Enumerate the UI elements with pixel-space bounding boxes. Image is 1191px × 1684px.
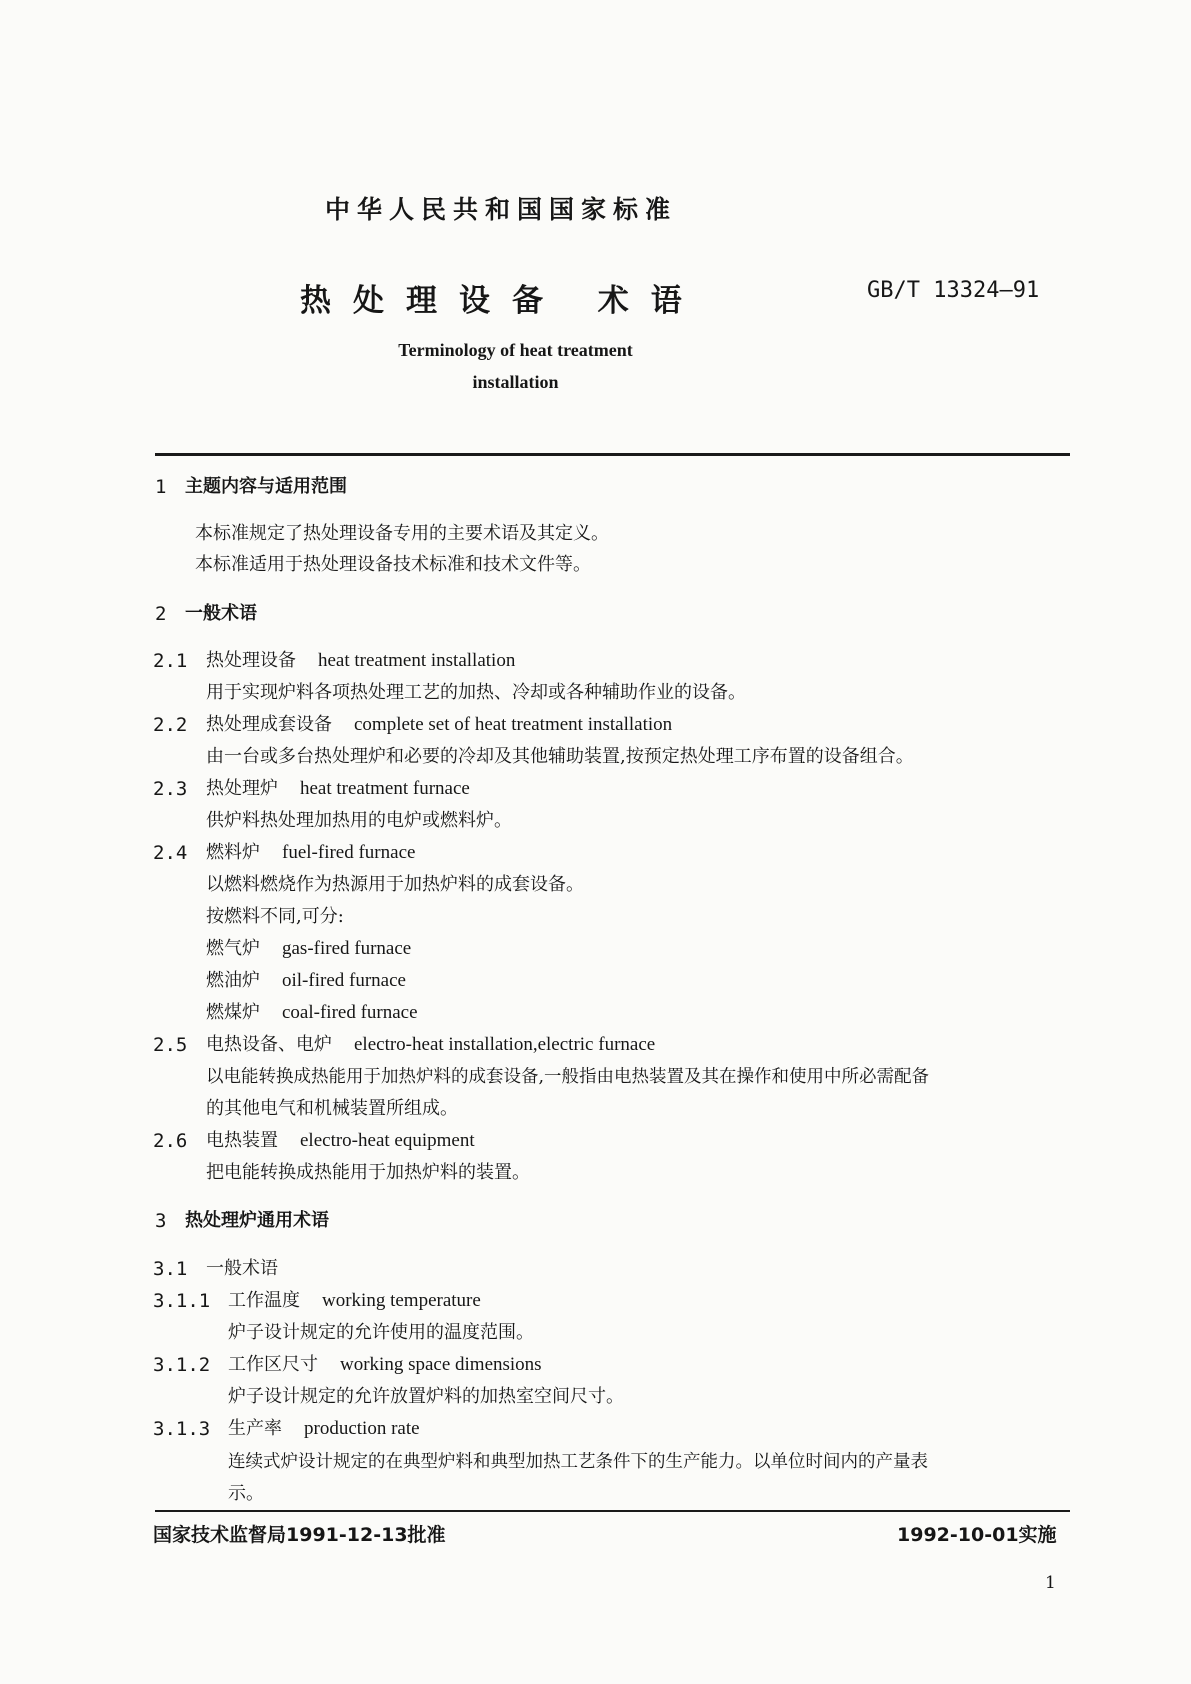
term-number: 3.1.1: [153, 1290, 211, 1312]
section-number: 2: [155, 603, 167, 625]
term-definition: 示。: [228, 1483, 264, 1504]
term-cn: 燃料炉: [206, 842, 260, 863]
term-entry: [206, 1034, 655, 1056]
effective-date: 1992-10-01实施: [897, 1524, 1057, 1546]
term-entry: [206, 650, 515, 672]
term-cn: 生产率: [228, 1418, 282, 1439]
term-number: 2.5: [153, 1034, 188, 1056]
subterm-cn: 燃煤炉: [206, 1002, 260, 1023]
term-definition: 供炉料热处理加热用的电炉或燃料炉。: [206, 810, 512, 831]
term-number: 3.1.3: [153, 1418, 211, 1440]
term-number: 2.6: [153, 1130, 188, 1152]
term-number: 2.4: [153, 842, 188, 864]
term-cn: 一般术语: [206, 1258, 278, 1279]
national-standard-heading: 中华人民共和国国家标准: [325, 195, 678, 224]
standard-code: GB/T 13324—91: [867, 278, 1040, 303]
subterm: [206, 970, 406, 992]
term-entry: [206, 714, 672, 736]
term-cn: 热处理炉: [206, 778, 278, 799]
term-definition: 的其他电气和机械装置所组成。: [206, 1098, 458, 1119]
document-title-en-line1: Terminology of heat treatment: [398, 340, 633, 360]
term-cn: 电热装置: [206, 1130, 278, 1151]
term-definition: 以燃料燃烧作为热源用于加热炉料的成套设备。: [206, 874, 584, 895]
paragraph: 本标准规定了热处理设备专用的主要术语及其定义。: [195, 523, 609, 544]
term-number: 2.2: [153, 714, 188, 736]
subterm-cn: 燃气炉: [206, 938, 260, 959]
subterm: [206, 1002, 418, 1024]
term-definition: 连续式炉设计规定的在典型炉料和典型加热工艺条件下的生产能力。以单位时间内的产量表: [228, 1452, 928, 1472]
subterm: [206, 938, 411, 960]
term-en: electro-heat installation,electric furnace: [354, 1034, 656, 1055]
subterm-en: oil-fired furnace: [282, 970, 406, 991]
footer-rule: [155, 1510, 1070, 1512]
term-en: production rate: [304, 1418, 420, 1439]
term-entry: [228, 1418, 420, 1440]
term-cn: 工作区尺寸: [228, 1354, 318, 1375]
term-cn: 热处理成套设备: [206, 714, 332, 735]
term-number: 2.3: [153, 778, 188, 800]
section-number: 3: [155, 1210, 167, 1232]
term-definition: 把电能转换成热能用于加热炉料的装置。: [206, 1162, 530, 1183]
term-en: working space dimensions: [340, 1354, 542, 1375]
paragraph: 本标准适用于热处理设备技术标准和技术文件等。: [195, 554, 591, 575]
section-title: 主题内容与适用范围: [185, 476, 347, 497]
term-note: 按燃料不同,可分:: [206, 906, 344, 927]
term-cn: 工作温度: [228, 1290, 300, 1311]
subterm-en: coal-fired furnace: [282, 1002, 418, 1023]
term-entry: [206, 1130, 475, 1152]
term-cn: 热处理设备: [206, 650, 296, 671]
term-number: 3.1: [153, 1258, 188, 1280]
term-en: complete set of heat treatment installation: [354, 714, 673, 735]
term-en: heat treatment furnace: [300, 778, 470, 799]
section-title: 一般术语: [185, 603, 257, 624]
term-en: heat treatment installation: [318, 650, 516, 671]
term-definition: 炉子设计规定的允许放置炉料的加热室空间尺寸。: [228, 1386, 624, 1407]
term-definition: 以电能转换成热能用于加热炉料的成套设备,一般指由电热装置及其在操作和使用中所必需配备: [206, 1067, 930, 1087]
term-entry: [206, 842, 415, 864]
term-entry: [228, 1290, 481, 1312]
section-number: 1: [155, 476, 167, 498]
term-number: 2.1: [153, 650, 188, 672]
term-definition: 由一台或多台热处理炉和必要的冷却及其他辅助装置,按预定热处理工序布置的设备组合。: [206, 746, 914, 767]
section-title: 热处理炉通用术语: [185, 1210, 329, 1231]
page-number: 1: [1045, 1573, 1056, 1593]
subterm-cn: 燃油炉: [206, 970, 260, 991]
term-entry: [228, 1354, 542, 1376]
term-en: fuel-fired furnace: [282, 842, 416, 863]
document-title-en-line2: installation: [472, 372, 559, 392]
document-title-cn: 热处理设备 术语: [300, 283, 704, 319]
term-entry: [206, 778, 470, 800]
term-cn: 电热设备、电炉: [206, 1034, 332, 1055]
term-number: 3.1.2: [153, 1354, 211, 1376]
term-en: electro-heat equipment: [300, 1130, 475, 1151]
term-definition: 用于实现炉料各项热处理工艺的加热、冷却或各种辅助作业的设备。: [206, 682, 746, 703]
term-definition: 炉子设计规定的允许使用的温度范围。: [228, 1322, 534, 1343]
approval-date: 国家技术监督局1991-12-13批准: [153, 1524, 446, 1546]
header-rule: [155, 453, 1070, 456]
term-en: working temperature: [322, 1290, 481, 1311]
subterm-en: gas-fired furnace: [282, 938, 412, 959]
